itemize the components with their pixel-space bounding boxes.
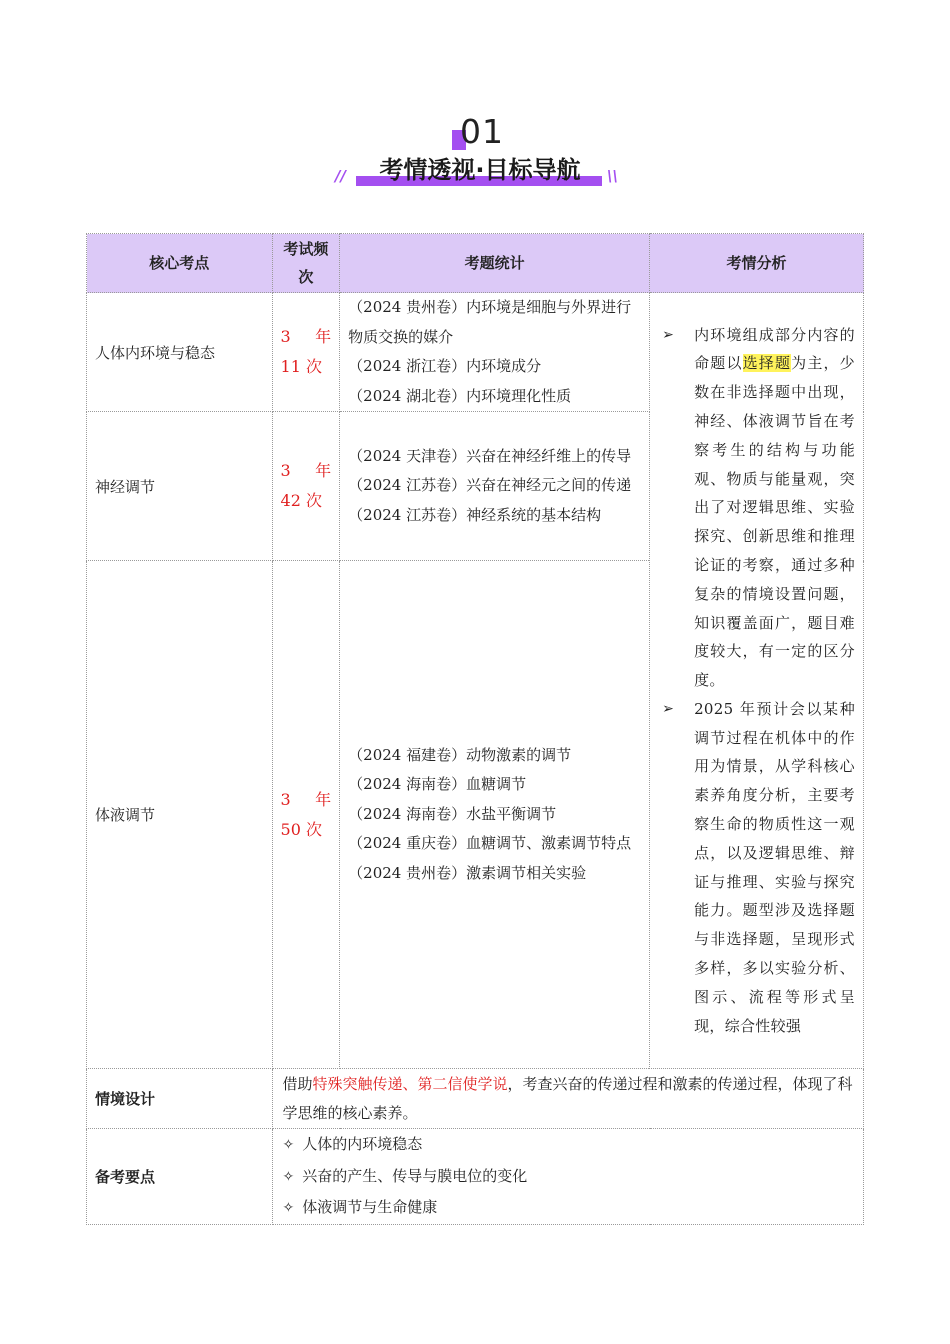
prep-row [87, 1129, 864, 1225]
topic-cell: 人体内环境与稳态 [87, 293, 273, 412]
arrow-bullet-icon: ➢ [662, 700, 675, 717]
arrow-bullet-icon: ➢ [662, 326, 675, 343]
stats-cell [340, 561, 650, 1069]
table-header-row [87, 234, 864, 293]
right-slash-decoration: \\ [607, 167, 618, 185]
context-text [281, 1070, 855, 1128]
topic-cell: 神经调节 [87, 412, 273, 561]
analysis-cell [650, 293, 864, 1069]
col-header-frequency: 考试频次 [272, 234, 340, 293]
prep-item [281, 1192, 855, 1224]
diamond-bullet-icon: ✧ [282, 1137, 295, 1153]
diamond-bullet-icon: ✧ [282, 1200, 295, 1216]
context-text-part: ，考查兴奋的传递过程和激素的传递过程，体现了科学思维的核心素养。 [282, 1074, 853, 1122]
stat-item: （2024 贵州卷）内环境是细胞与外界进行物质交换的媒介 [348, 298, 632, 346]
analysis-text: 2025 年预计会以某种调节过程在机体中的作用为情景，从学科核心素养角度分析，主要考察生命的物质性这一观点，以及逻辑思维、辩证与推理、实验与探究能力。题型涉及选择题与非选择题，呈现形式多样，多以实验分析、图示、流程等形式呈现，综合性较强 [694, 699, 855, 1035]
stat-item: （2024 天津卷）兴奋在神经纤维上的传导 [348, 446, 632, 465]
prep-cell [272, 1129, 863, 1225]
prep-item-text: 兴奋的产生、传导与膜电位的变化 [302, 1166, 528, 1185]
section-header [0, 108, 950, 198]
table-row [87, 293, 864, 412]
stat-item: （2024 贵州卷）激素调节相关实验 [348, 863, 587, 882]
stat-item: （2024 湖北卷）内环境理化性质 [348, 386, 572, 405]
section-title: 考情透视·目标导航 [379, 156, 581, 184]
stats-cell [340, 412, 650, 561]
stat-item: （2024 重庆卷）血糖调节、激素调节特点 [348, 834, 632, 853]
highlighted-term: 选择题 [742, 354, 792, 373]
context-cell [272, 1069, 863, 1129]
context-row [87, 1069, 864, 1129]
prep-item [281, 1161, 855, 1193]
prep-item [281, 1129, 855, 1161]
left-slash-decoration: // [335, 167, 346, 185]
context-highlight: 特殊突触传递、第二信使学说 [312, 1074, 508, 1093]
topic-cell: 体液调节 [87, 561, 273, 1069]
col-header-core-topic: 核心考点 [87, 234, 273, 293]
context-text-part: 借助 [282, 1074, 313, 1093]
stat-item: （2024 江苏卷）神经系统的基本结构 [348, 505, 602, 524]
section-number-text: 01 [460, 112, 504, 151]
diamond-bullet-icon: ✧ [282, 1168, 295, 1185]
prep-label: 备考要点 [87, 1129, 273, 1225]
analysis-text: 内环境组成部分内容的命题以 [694, 325, 855, 373]
exam-analysis-table [86, 233, 864, 1225]
prep-item-text: 人体的内环境稳态 [302, 1135, 423, 1153]
frequency-cell: 3 年 11 次 [272, 293, 340, 412]
col-header-analysis: 考情分析 [650, 234, 864, 293]
col-header-statistics: 考题统计 [340, 234, 650, 293]
stat-item: （2024 浙江卷）内环境成分 [348, 357, 542, 375]
frequency-cell: 3 年 50 次 [272, 561, 340, 1069]
frequency-cell: 3 年 42 次 [272, 412, 340, 561]
stat-item: （2024 江苏卷）兴奋在神经元之间的传递 [348, 476, 632, 495]
stat-item: （2024 福建卷）动物激素的调节 [348, 745, 572, 764]
stat-item: （2024 海南卷）血糖调节 [348, 775, 527, 794]
analysis-point [658, 695, 855, 1041]
context-label: 情境设计 [87, 1069, 273, 1129]
analysis-text: 为主，少数在非选择题中出现，神经、体液调节旨在考察考生的结构与功能观、物质与能量观，突出了对逻辑思维、实验探究、创新思维和推理论证的考察，通过多种复杂的情境设置问题，知识覆盖面广，题目难度较大，有一定的区分度。 [694, 354, 855, 690]
analysis-point [658, 321, 855, 695]
stat-item: （2024 海南卷）水盐平衡调节 [348, 804, 557, 823]
stats-cell [340, 293, 650, 412]
prep-item-text: 体液调节与生命健康 [302, 1198, 438, 1216]
